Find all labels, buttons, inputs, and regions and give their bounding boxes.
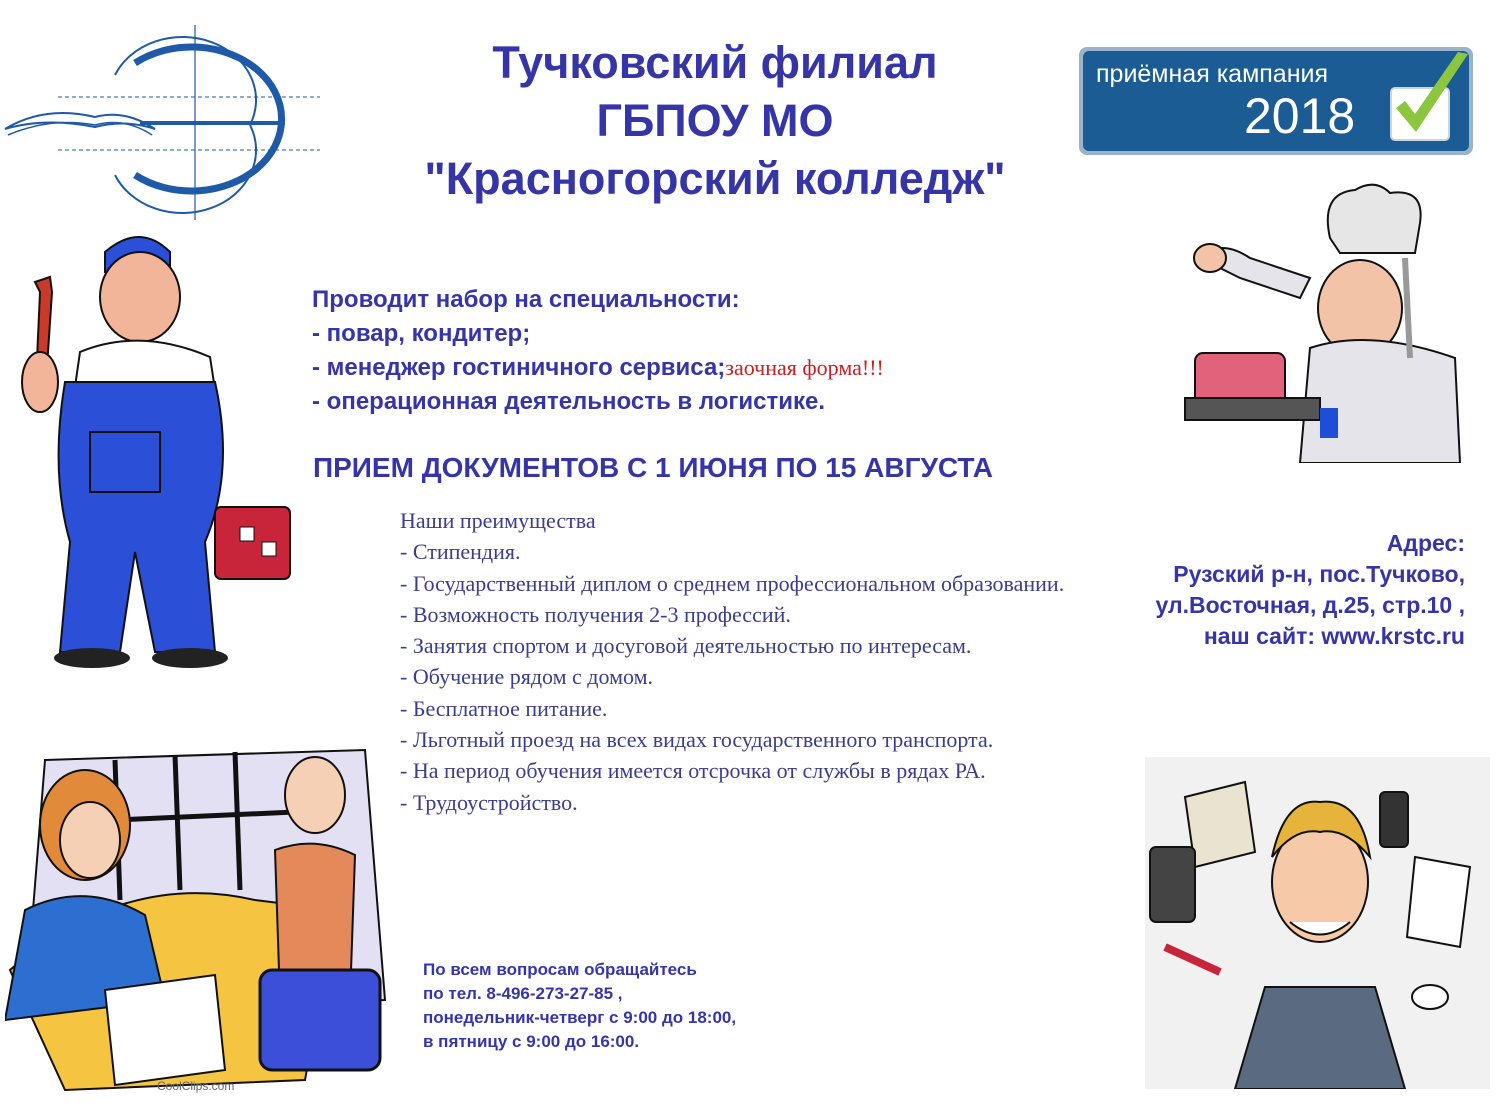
manager-illustration <box>1145 757 1490 1089</box>
college-logo <box>0 25 330 220</box>
title-line-3: "Красногорский колледж" <box>424 153 1006 204</box>
contact-line: По всем вопросам обращайтесь <box>423 960 697 979</box>
advantage-item: - Трудоустройство. <box>400 789 578 815</box>
advantages-heading: Наши преимущества <box>400 508 596 533</box>
advantage-item: - На период обучения имеется отсрочка от службы в рядах РА. <box>400 758 986 784</box>
advantage-item: - Государственный диплом о среднем профессиональном образовании. <box>400 570 1065 596</box>
badge-label: приёмная кампания <box>1096 60 1329 88</box>
website-text: наш сайт: www.krstc.ru <box>1203 623 1465 649</box>
advantage-item: - Бесплатное питание. <box>400 695 608 721</box>
address-label: Адрес: <box>1386 530 1465 556</box>
specialty-item <box>312 351 884 385</box>
title-line-2: ГБПОУ МО <box>596 95 834 146</box>
address-block <box>1060 528 1465 652</box>
specialties-block <box>312 283 884 419</box>
specialty-item-text: - менеджер гостиничного сервиса; <box>312 354 726 381</box>
advantage-item: - Обучение рядом с домом. <box>400 664 653 690</box>
advantages-list <box>400 505 1120 818</box>
contact-hours: в пятницу с 9:00 до 16:00. <box>423 1032 640 1051</box>
admission-badge <box>1078 46 1474 156</box>
plumber-illustration <box>10 222 300 672</box>
specialty-item: - операционная деятельность в логистике. <box>312 388 826 415</box>
specialties-heading: Проводит набор на специальности: <box>312 286 740 313</box>
address-line-1: Рузский р-н, пос.Тучково, <box>1173 561 1465 587</box>
office-illustration <box>5 740 405 1100</box>
coolclips-watermark: CoolClips.com <box>157 1079 235 1093</box>
chef-illustration <box>1180 178 1480 463</box>
header-title <box>300 34 1130 208</box>
title-line-1: Тучковский филиал <box>492 37 938 88</box>
badge-year: 2018 <box>1244 88 1356 144</box>
address-line-2: ул.Восточная, д.25, стр.10 , <box>1155 592 1465 618</box>
advantage-item: - Возможность получения 2-3 профессий. <box>400 601 791 627</box>
advantage-item: - Стипендия. <box>400 539 521 565</box>
contact-hours: понедельник-четверг с 9:00 до 18:00, <box>423 1008 737 1027</box>
contact-block <box>423 958 736 1054</box>
contact-phone: по тел. 8-496-273-27-85 , <box>423 984 623 1003</box>
correspondence-note: заочная форма!!! <box>725 355 884 380</box>
advantage-item: - Занятия спортом и досуговой деятельностью по интересам. <box>400 633 972 659</box>
specialty-item: - повар, кондитер; <box>312 320 531 347</box>
documents-notice: ПРИЕМ ДОКУМЕНТОВ С 1 ИЮНЯ ПО 15 АВГУСТА <box>313 452 993 483</box>
advantage-item: - Льготный проезд на всех видах государственного транспорта. <box>400 727 994 753</box>
